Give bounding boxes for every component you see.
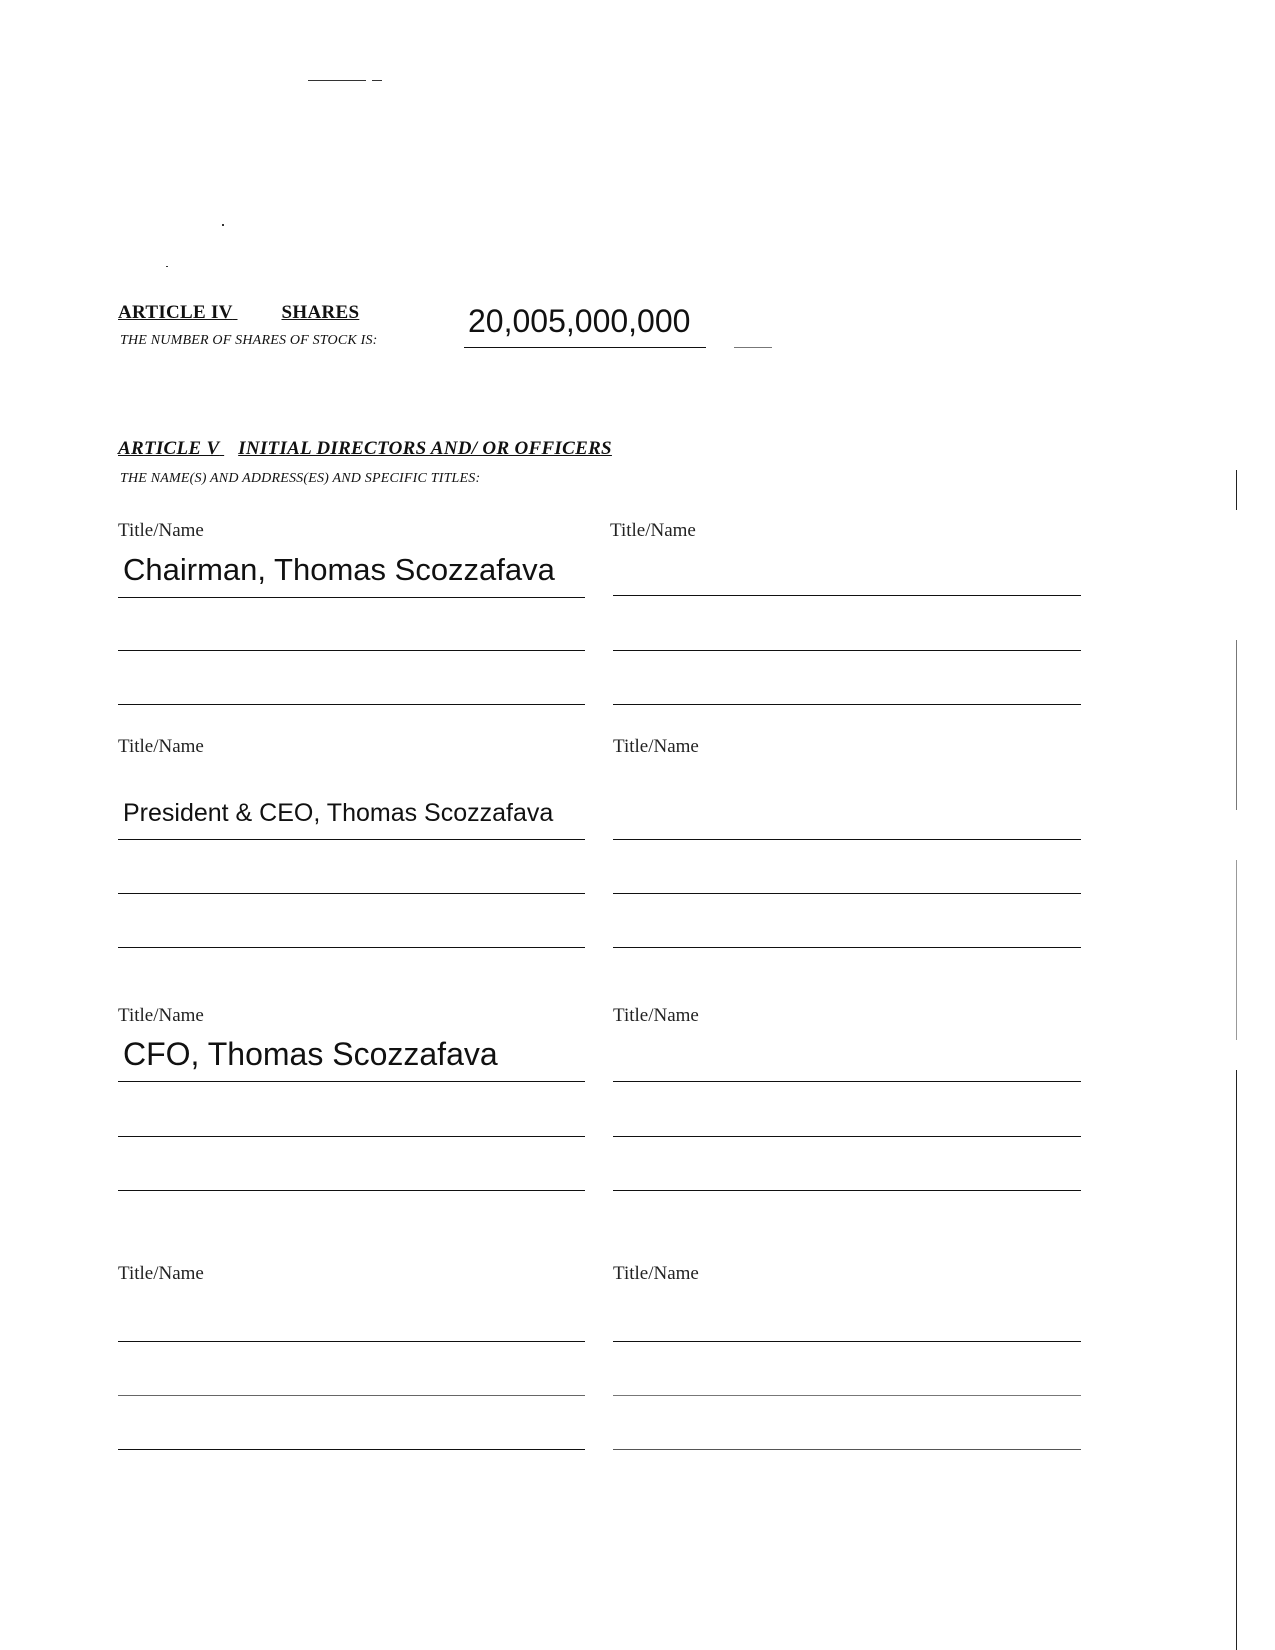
scan-edge-line — [1236, 640, 1237, 810]
article-iv-number: ARTICLE IV — [118, 302, 233, 323]
line-2-right — [613, 1395, 1081, 1396]
line-1-right — [613, 839, 1081, 840]
title-name-label-right: Title/Name — [613, 736, 699, 757]
article-iv-title: SHARES — [281, 302, 360, 323]
scan-edge-line — [1236, 1070, 1237, 1650]
line-3-right — [613, 704, 1081, 705]
scan-edge-line — [1236, 470, 1237, 510]
shares-prompt: THE NUMBER OF SHARES OF STOCK IS: — [120, 333, 378, 348]
line-3-right — [613, 1449, 1081, 1450]
line-2-left — [118, 650, 585, 651]
title-name-label-right: Title/Name — [610, 520, 696, 541]
line-3-left — [118, 1449, 585, 1450]
line-1-right — [613, 1081, 1081, 1082]
scan-mark — [166, 266, 168, 267]
article-iv-heading — [118, 302, 359, 324]
line-2-right — [613, 893, 1081, 894]
directors-prompt: THE NAME(S) AND ADDRESS(ES) AND SPECIFIC TITLES: — [120, 471, 481, 486]
title-name-label-left: Title/Name — [118, 520, 204, 541]
line-2-left — [118, 1136, 585, 1137]
title-name-label-right: Title/Name — [613, 1263, 699, 1284]
shares-underline-tail — [734, 347, 772, 348]
line-1-left — [118, 1081, 585, 1082]
line-2-left — [118, 893, 585, 894]
title-name-label-right: Title/Name — [613, 1005, 699, 1026]
shares-value: 20,005,000,000 — [468, 303, 691, 339]
line-2-right — [613, 1136, 1081, 1137]
line-2-right — [613, 650, 1081, 651]
line-1-left — [118, 1341, 585, 1342]
title-name-label-left: Title/Name — [118, 1263, 204, 1284]
line-3-left — [118, 947, 585, 948]
title-name-value-left[interactable]: President & CEO, Thomas Scozzafava — [123, 799, 554, 827]
line-1-right — [613, 595, 1081, 596]
line-3-left — [118, 1190, 585, 1191]
scan-edge-line — [1236, 860, 1237, 1040]
article-v-number: ARTICLE V — [118, 438, 220, 459]
line-3-left — [118, 704, 585, 705]
line-3-right — [613, 1190, 1081, 1191]
scan-mark — [372, 80, 382, 81]
article-v-title: INITIAL DIRECTORS AND/ OR OFFICERS — [238, 438, 612, 459]
line-1-right — [613, 1341, 1081, 1342]
line-1-left — [118, 597, 585, 598]
line-2-left — [118, 1395, 585, 1396]
title-name-value-left[interactable]: CFO, Thomas Scozzafava — [123, 1036, 498, 1072]
title-name-value-left[interactable]: Chairman, Thomas Scozzafava — [123, 552, 555, 587]
line-1-left — [118, 839, 585, 840]
title-name-label-left: Title/Name — [118, 1005, 204, 1026]
title-name-label-left: Title/Name — [118, 736, 204, 757]
shares-underline — [464, 347, 706, 348]
article-v-heading — [118, 438, 612, 460]
scan-mark — [308, 80, 366, 81]
scan-mark — [222, 224, 224, 226]
line-3-right — [613, 947, 1081, 948]
